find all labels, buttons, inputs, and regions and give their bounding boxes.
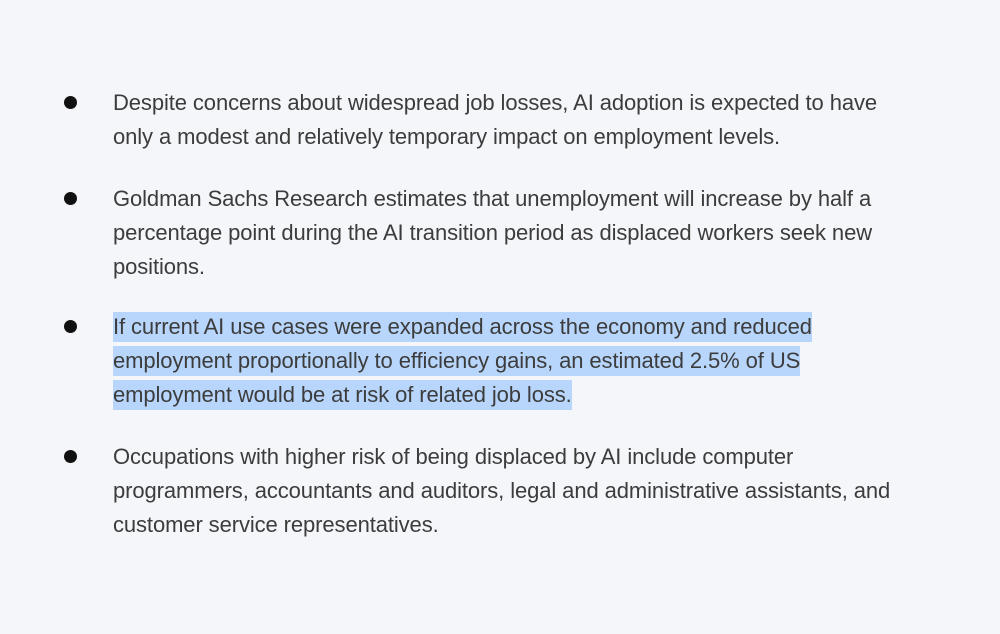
- bullet-dot-icon: [64, 96, 77, 109]
- text-line: Occupations with higher risk of being displaced by AI include computer: [113, 444, 794, 469]
- text-line: positions.: [113, 254, 205, 279]
- bullet-dot-icon: [64, 192, 77, 205]
- text-line: customer service representatives.: [113, 512, 439, 537]
- bullet-dot-icon: [64, 450, 77, 463]
- text-line: programmers, accountants and auditors, legal and administrative assistants, and: [113, 478, 891, 503]
- text-line: Goldman Sachs Research estimates that unemployment will increase by half a: [113, 186, 872, 211]
- text-line: percentage point during the AI transition period as displaced workers seek new: [113, 220, 872, 245]
- bullet-dot-icon: [64, 320, 77, 333]
- selected-text-line: employment proportionally to efficiency gains, an estimated 2.5% of US: [113, 346, 800, 376]
- text-line: only a modest and relatively temporary impact on employment levels.: [113, 124, 781, 149]
- selected-text-line: If current AI use cases were expanded across the economy and reduced: [113, 312, 812, 342]
- list-item-text[interactable]: [113, 86, 933, 154]
- text-line: Despite concerns about widespread job losses, AI adoption is expected to have: [113, 90, 878, 115]
- selected-text-line: employment would be at risk of related job loss.: [113, 380, 572, 410]
- selected-text[interactable]: [113, 310, 933, 412]
- list-item-text[interactable]: [113, 440, 933, 542]
- list-item-text[interactable]: [113, 182, 933, 284]
